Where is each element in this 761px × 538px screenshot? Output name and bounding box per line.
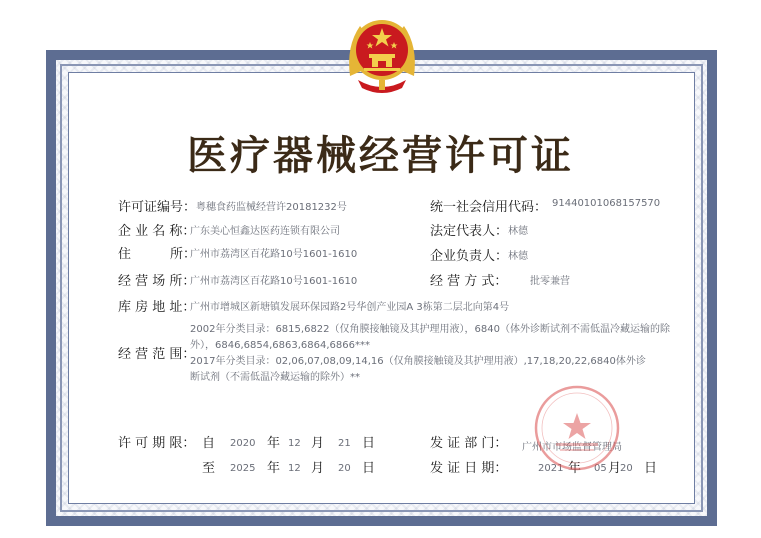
principal-label: 企业负责人： (430, 249, 509, 264)
scope-line: 断试剂（不需低温冷藏运输的除外）** (190, 372, 360, 383)
validity-from-month: 12 (288, 438, 301, 449)
credit-code-value: 91440101068157570 (552, 198, 661, 209)
license-number-value: 粤穗食药监械经营许20181232号 (196, 202, 347, 213)
business-scope-text (190, 322, 685, 386)
national-emblem-icon (342, 6, 422, 98)
day-char: 日 (362, 436, 376, 451)
address-value: 广州市荔湾区百花路10号1601-1610 (190, 249, 358, 260)
address-label: 住 所： (118, 247, 197, 262)
year-char: 年 (267, 436, 281, 451)
month-char: 月 (311, 461, 325, 476)
day-char: 日 (644, 461, 658, 476)
scope-line: 外），6846,6854,6863,6864,6866*** (190, 340, 370, 351)
validity-from-year: 2020 (230, 438, 256, 449)
validity-to-month: 12 (288, 463, 301, 474)
legal-rep-label: 法定代表人： (430, 224, 509, 239)
company-name-label: 企 业 名 称： (118, 224, 196, 239)
issuer-value: 广州市市场监督管理局 (522, 442, 622, 453)
validity-from-word: 自 (202, 436, 216, 451)
validity-from-day: 21 (338, 438, 351, 449)
company-name-value: 广东美心恒鑫达医药连锁有限公司 (190, 226, 340, 237)
issuer-label: 发 证 部 门： (430, 436, 508, 451)
business-site-value: 广州市荔湾区百花路10号1601-1610 (190, 276, 358, 287)
month-char: 月 (311, 436, 325, 451)
validity-to-day: 20 (338, 463, 351, 474)
scope-line: 2002年分类目录：6815,6822（仅角膜接触镜及其护理用液），6840（体外诊断试剂不需低温冷藏运输的除 (190, 324, 670, 335)
scope-line: 2017年分类目录：02,06,07,08,09,14,16（仅角膜接触镜及其护理用液）,17,18,20,22,6840体外诊 (190, 356, 646, 367)
official-seal-icon (532, 383, 622, 473)
document-title: 医疗器械经营许可证 (187, 132, 574, 179)
legal-rep-value: 林德 (508, 226, 528, 237)
issue-date-label: 发 证 日 期： (430, 461, 508, 476)
validity-label: 许 可 期 限： (118, 436, 196, 451)
operation-mode-label: 经 营 方 式： (430, 274, 508, 289)
validity-to-word: 至 (202, 461, 216, 476)
issue-date-day: 20 (620, 463, 633, 474)
operation-mode-value: 批零兼营 (530, 276, 570, 287)
issue-date-year: 2021 (538, 463, 564, 474)
license-number-label: 许可证编号： (118, 200, 197, 215)
business-site-label: 经 营 场 所： (118, 274, 196, 289)
principal-value: 林德 (508, 251, 528, 262)
warehouse-label: 库 房 地 址： (118, 300, 196, 315)
month-char: 月 (608, 461, 622, 476)
credit-code-label: 统一社会信用代码： (430, 200, 548, 215)
day-char: 日 (362, 461, 376, 476)
year-char: 年 (568, 461, 582, 476)
year-char: 年 (267, 461, 281, 476)
business-scope-label: 经 营 范 围： (118, 347, 196, 362)
issue-date-month: 05 (594, 463, 607, 474)
warehouse-value: 广州市增城区新塘镇发展环保园路2号华创产业园A 3栋第二层北向第4号 (190, 302, 510, 313)
validity-to-year: 2025 (230, 463, 256, 474)
